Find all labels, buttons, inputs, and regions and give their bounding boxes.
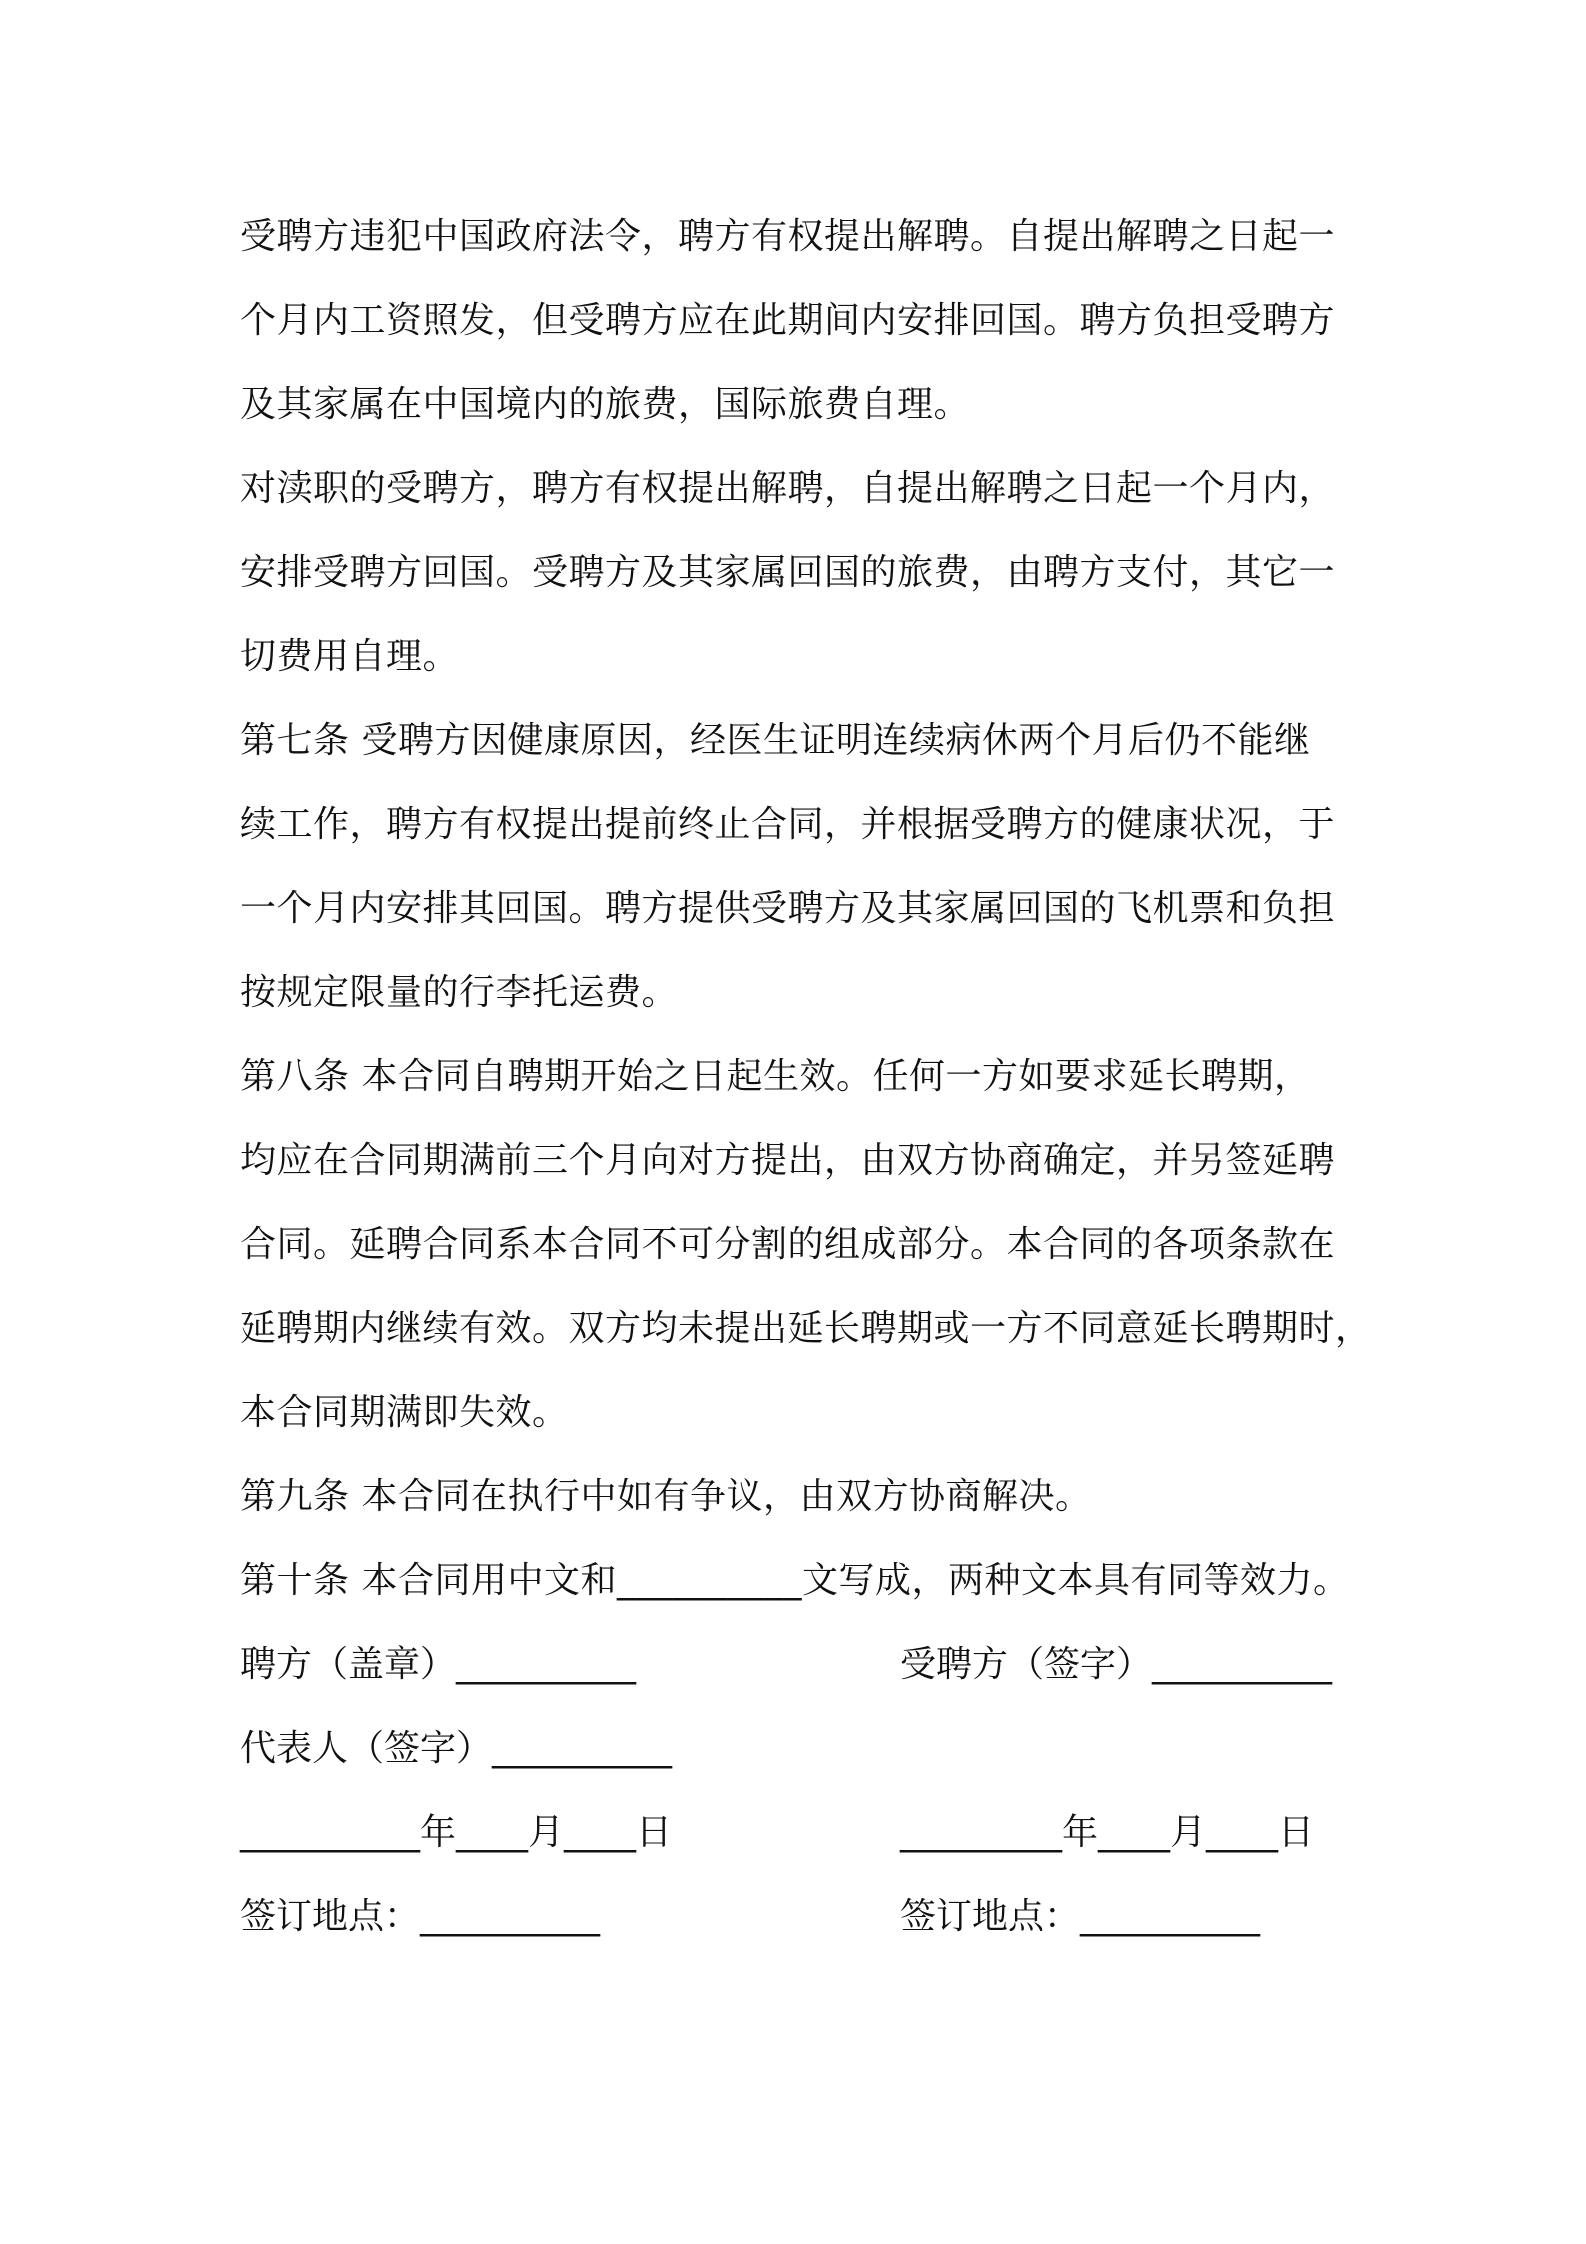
employee-sign-field: 受聘方（签字）__________: [900, 1644, 1333, 1685]
paragraph-line: 切费用自理。: [240, 636, 460, 677]
date-field-left: __________年____月____日: [240, 1812, 672, 1853]
paragraph-line: 安排受聘方回国。受聘方及其家属回国的旅费，由聘方支付，其它一: [240, 552, 1336, 593]
paragraph-line: 续工作，聘方有权提出提前终止合同，并根据受聘方的健康状况，于: [240, 804, 1336, 845]
paragraph-line: 均应在合同期满前三个月向对方提出，由双方协商确定，并另签延聘: [240, 1140, 1336, 1181]
signature-row-representative: [240, 1707, 1400, 1791]
signature-row-dates: [240, 1791, 1400, 1875]
paragraph-line: 一个月内安排其回国。聘方提供受聘方及其家属回国的飞机票和负担: [240, 888, 1336, 929]
paragraph-line: 按规定限量的行李托运费。: [240, 972, 679, 1013]
representative-sign-field: 代表人（签字）__________: [240, 1728, 673, 1769]
paragraph-line: 本合同期满即失效。: [240, 1392, 569, 1433]
article-10-line: 第十条 本合同用中文和__________文写成，两种文本具有同等效力。: [240, 1560, 1350, 1601]
article-8-line: 第八条 本合同自聘期开始之日起生效。任何一方如要求延长聘期，: [240, 1056, 1311, 1097]
article-7-line: 第七条 受聘方因健康原因，经医生证明连续病休两个月后仍不能继: [240, 720, 1311, 761]
article-9-line: 第九条 本合同在执行中如有争议，由双方协商解决。: [240, 1476, 1092, 1517]
contract-body: [240, 195, 1400, 1623]
paragraph-line: 及其家属在中国境内的旅费，国际旅费自理。: [240, 384, 971, 425]
paragraph-line: 受聘方违犯中国政府法令，聘方有权提出解聘。自提出解聘之日起一: [240, 216, 1336, 257]
employer-seal-field: 聘方（盖章）__________: [240, 1644, 637, 1685]
signature-row-parties: [240, 1623, 1400, 1707]
paragraph-line: 对渎职的受聘方，聘方有权提出解聘，自提出解聘之日起一个月内，: [240, 468, 1336, 509]
paragraph-line: 合同。延聘合同系本合同不可分割的组成部分。本合同的各项条款在: [240, 1224, 1336, 1265]
date-field-right: _________年____月____日: [900, 1812, 1314, 1853]
place-field-right: 签订地点：__________: [900, 1896, 1261, 1937]
paragraph-line: 延聘期内继续有效。双方均未提出延长聘期或一方不同意延长聘期时，: [240, 1308, 1372, 1349]
signature-row-places: [240, 1875, 1400, 1959]
paragraph-line: 个月内工资照发，但受聘方应在此期间内安排回国。聘方负担受聘方: [240, 300, 1336, 341]
place-field-left: 签订地点：__________: [240, 1896, 601, 1937]
